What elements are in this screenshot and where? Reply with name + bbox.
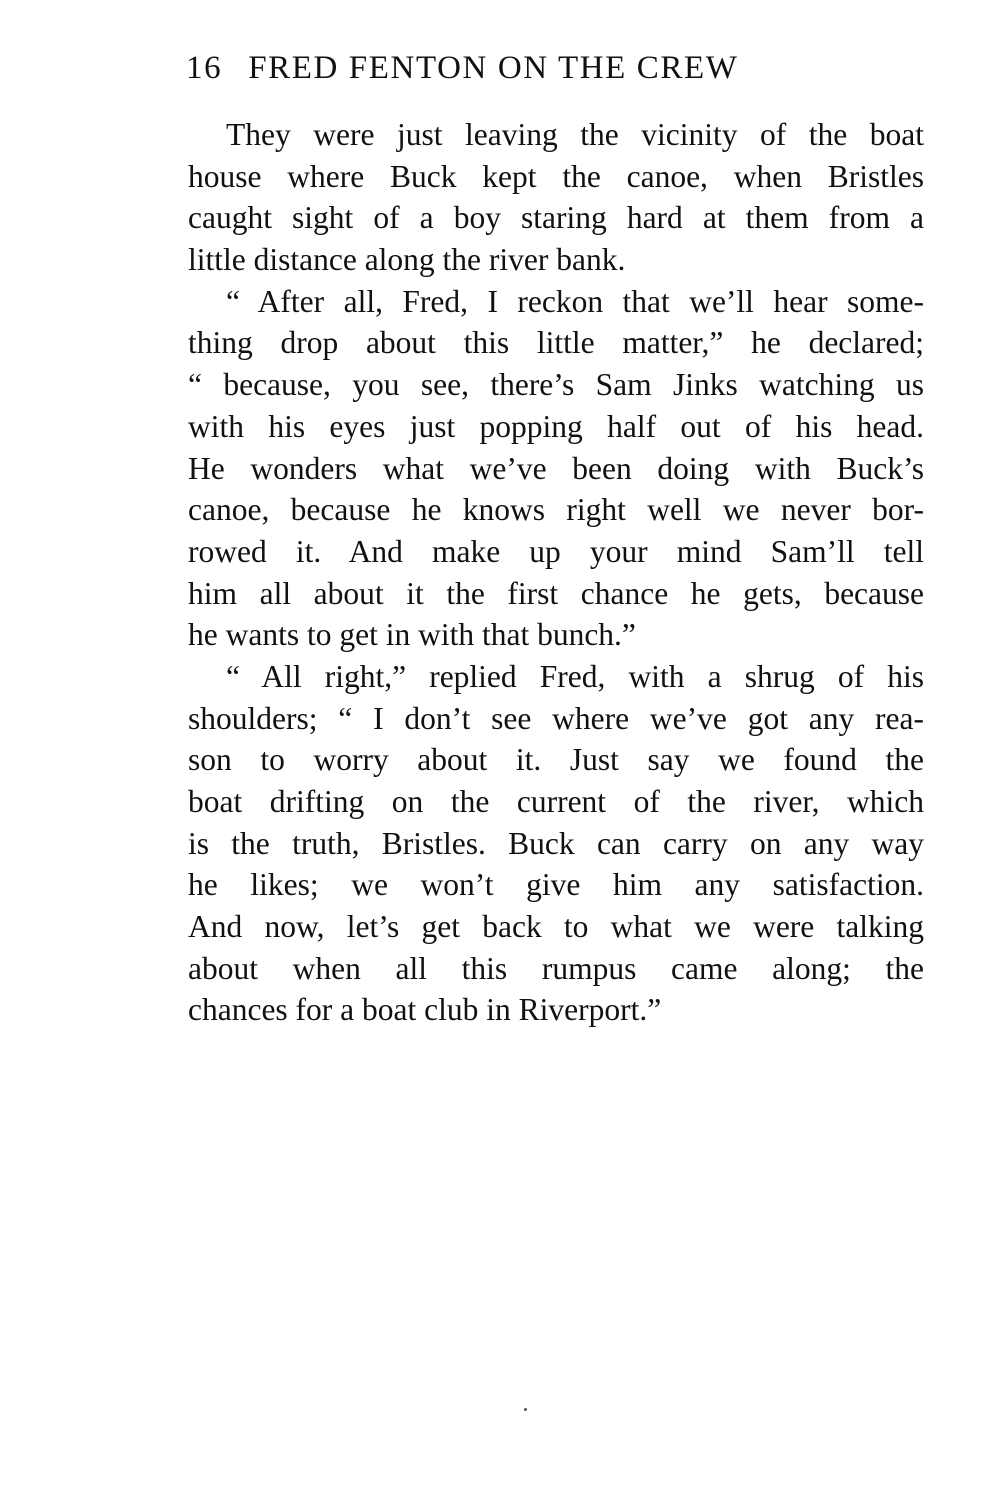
- text-line: boat drifting on the current of the river, which: [188, 784, 924, 819]
- text-line: shoulders; “ I don’t see where we’ve got any rea-: [188, 700, 924, 736]
- paragraph-2: [188, 281, 924, 656]
- text-line: about when all this rumpus came along; the: [188, 950, 924, 986]
- running-head: [186, 46, 846, 90]
- text-line: They were just leaving the vicinity of the boat: [226, 117, 924, 152]
- text-line: He wonders what we’ve been doing with Buck’s: [188, 450, 924, 486]
- book-title: FRED FENTON ON THE CREW: [248, 50, 739, 86]
- text-line: canoe, because he knows right well we never bor-: [188, 492, 924, 528]
- text-line: rowed it. And make up your mind Sam’ll tell: [188, 533, 924, 569]
- text-line: chances for a boat club in Riverport.”: [188, 992, 662, 1028]
- text-line: is the truth, Bristles. Buck can carry on any way: [188, 825, 924, 861]
- text-line: son to worry about it. Just say we found the: [188, 742, 924, 778]
- text-line: little distance along the river bank.: [188, 242, 626, 278]
- text-line: with his eyes just popping half out of his head.: [188, 408, 924, 444]
- text-line: “ All right,” replied Fred, with a shrug of his: [226, 658, 924, 694]
- text-line: house where Buck kept the canoe, when Bristles: [188, 158, 924, 194]
- page-number: 16: [186, 50, 223, 86]
- text-line: him all about it the first chance he gets, because: [188, 575, 924, 611]
- body-text: [188, 114, 924, 1031]
- text-line: “ After all, Fred, I reckon that we’ll hear some-: [226, 283, 924, 319]
- ink-speck: [524, 1408, 527, 1411]
- text-line: caught sight of a boy staring hard at them from a: [188, 200, 924, 236]
- text-line: he wants to get in with that bunch.”: [188, 617, 636, 653]
- paragraph-3: [188, 656, 924, 1031]
- text-line: he likes; we won’t give him any satisfaction.: [188, 867, 924, 903]
- text-line: “ because, you see, there’s Sam Jinks watching us: [188, 367, 924, 403]
- text-line: thing drop about this little matter,” he declared;: [188, 325, 924, 361]
- paragraph-1: [188, 114, 924, 281]
- text-line: And now, let’s get back to what we were talking: [188, 909, 924, 945]
